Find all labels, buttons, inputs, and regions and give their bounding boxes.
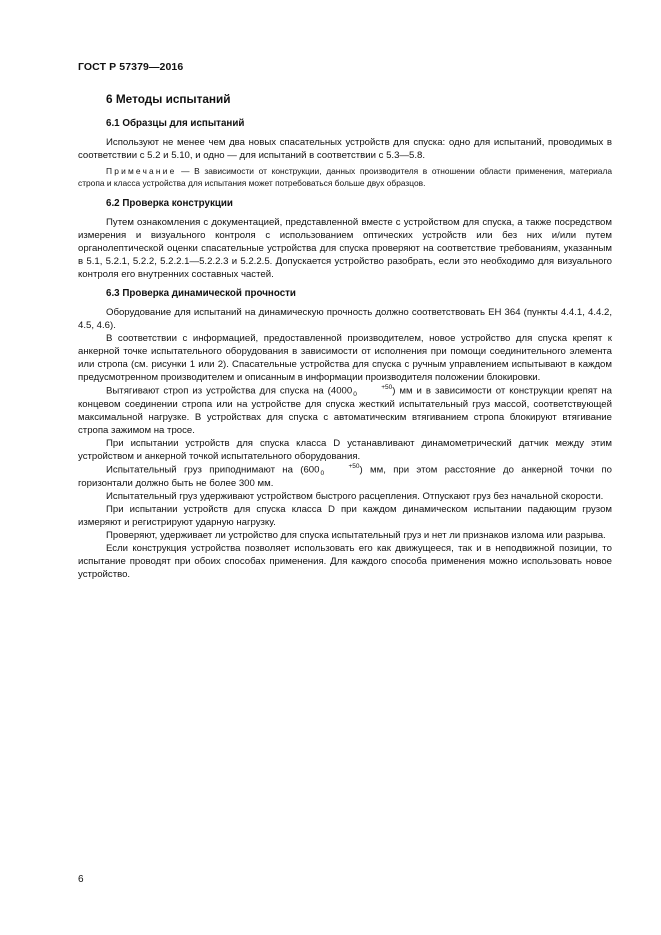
paragraph: Используют не менее чем два новых спасательных устройств для спуска: одно для испытаний, проводимых в соответствии с 5.2 и 5.10, и одно — для испытаний в соответствии с 5.3—5.8. (78, 137, 612, 161)
paragraph: Оборудование для испытаний на динамическую прочность должно соответствовать ЕН 364 (пункты 4.4.1, 4.4.2, 4.5, 4.6). (78, 307, 612, 331)
paragraph-with-tolerance (78, 463, 612, 490)
document-header: ГОСТ Р 57379—2016 (78, 61, 184, 73)
paragraph: В соответствии с информацией, предоставленной производителем, новое устройство для спуска крепят к анкерной точке испытательного оборудования в зависимости от исполнения при помощи соединительного элемента или стропа (см. рисунки 1 или 2). Спасательные устройства для спуска с ручным управлением испытывают в каждом предусмотренном производителем и описанным в информации производителя положении блокировки. (78, 333, 612, 383)
subsection-title-6-2: 6.2 Проверка конструкции (106, 198, 233, 209)
tolerance (353, 384, 392, 398)
tolerance-lower: 0 (353, 391, 357, 398)
section-title: 6 Методы испытаний (106, 92, 231, 106)
page-number: 6 (78, 874, 84, 885)
paragraph: Проверяют, удерживает ли устройство для спуска испытательный груз и нет ли признаков излома или разрыва. (106, 530, 606, 541)
text-part: ) мм, при этом расстояние до анкерной точки по горизонтали должно быть не более 300 мм. (78, 464, 613, 489)
document-body (78, 92, 612, 581)
tolerance (320, 463, 359, 477)
text-part: ) мм и в зависимости от конструкции крепят на концевом соединении стропа или на устройстве для спуска жесткий испытательный груз массой, соответствующей максимальной нагрузке. В устройствах для спуска с автоматическим втягиванием стропа блокируют втягивание стропа зажимом на тросе. (78, 385, 612, 436)
paragraph: Испытательный груз удерживают устройством быстрого расцепления. Отпускают груз без начальной скорости. (106, 491, 604, 502)
subsection-title-6-1: 6.1 Образцы для испытаний (106, 118, 245, 129)
text-part: Вытягивают строп из устройства для спуска на (4000 (106, 385, 353, 397)
paragraph: При испытании устройств для спуска класса D при каждом динамическом испытании падающим грузом измеряют и регистрируют ударную нагрузку. (78, 504, 612, 528)
paragraph: Если конструкция устройства позволяет использовать его как движущееся, так и в неподвижной позиции, то испытание проводят при обоих способах применения. Для каждого способа применения можно использовать новое устройство. (78, 543, 612, 580)
tolerance-upper: +50 (348, 463, 360, 470)
tolerance-lower: 0 (320, 470, 325, 477)
paragraph-with-tolerance (78, 384, 612, 437)
tolerance-upper: +50 (381, 384, 393, 391)
note-text: — В зависимости от конструкции, данных производителя в отношении области применения, материала стропа и класса устройства для испытания может потребоваться больше двух образцов. (78, 166, 612, 188)
paragraph: Путем ознакомления с документацией, представленной вместе с устройством для спуска, а также посредством измерения и визуального контроля с использованием оптических устройств или без них и/или путем органолептической оценки спасательные устройства для спуска проверяют на соответствие требованиям, указанным в 5.1, 5.2.1, 5.2.2, 5.2.2.1—5.2.2.3 и 5.2.2.5. Допускается устройство разобрать, если это необходимо для визуального контроля его внутренних составных частей. (78, 217, 612, 280)
note (78, 166, 612, 189)
paragraph: При испытании устройств для спуска класса D устанавливают динамометрический датчик между этим устройством и анкерной точкой испытательного оборудования. (78, 438, 612, 462)
subsection-title-6-3: 6.3 Проверка динамической прочности (106, 288, 296, 299)
text-part: Испытательный груз приподнимают на (600 (106, 464, 320, 476)
note-label: Примечание (106, 166, 177, 176)
